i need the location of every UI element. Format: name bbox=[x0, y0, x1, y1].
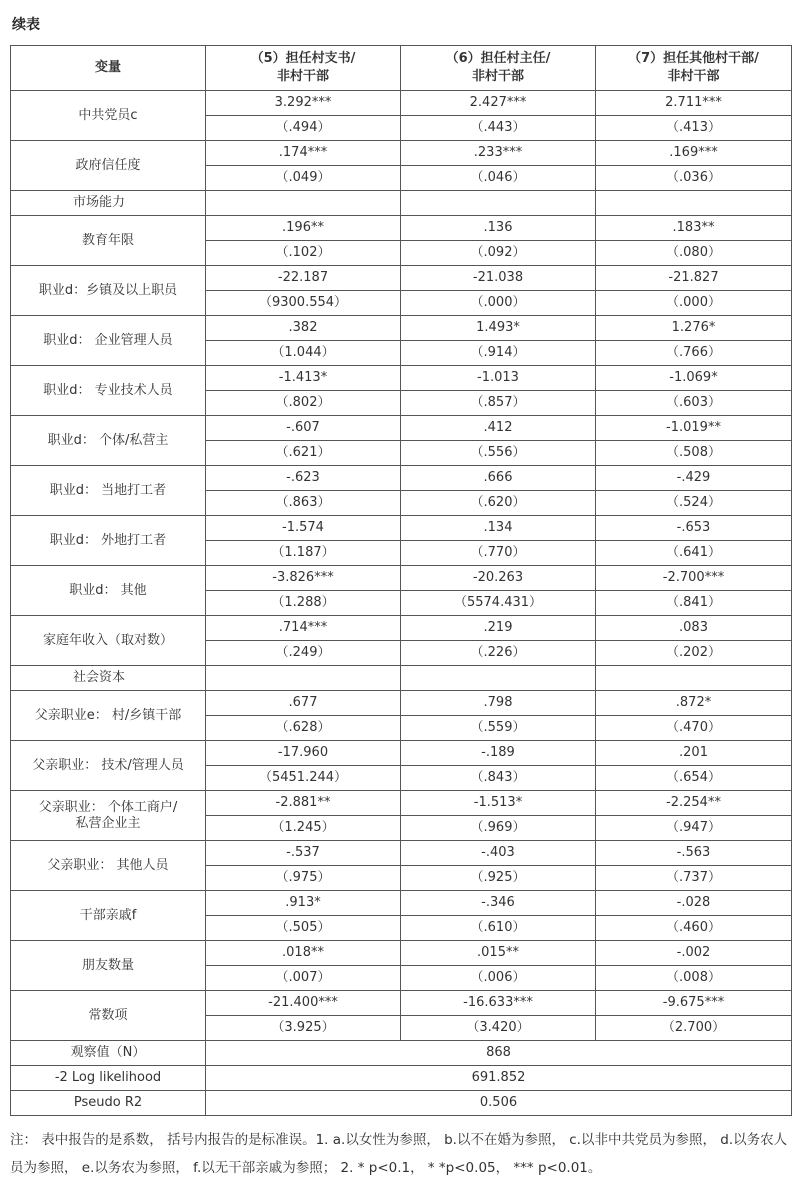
empty-cell bbox=[596, 191, 792, 216]
stat-value: 868 bbox=[206, 1041, 792, 1066]
variable-label bbox=[11, 891, 206, 941]
se-cell: （.975） bbox=[206, 866, 401, 891]
coef-cell: -21.827 bbox=[596, 266, 792, 291]
variable-label-text: 职业d： 其他 bbox=[69, 582, 147, 598]
se-cell: （5451.244） bbox=[206, 766, 401, 791]
variable-label bbox=[11, 91, 206, 141]
coef-row bbox=[11, 891, 792, 916]
stat-value: 0.506 bbox=[206, 1091, 792, 1116]
coef-cell: -2.254** bbox=[596, 791, 792, 816]
coef-cell: -1.069* bbox=[596, 366, 792, 391]
regression-table bbox=[10, 45, 792, 1116]
se-cell: （.925） bbox=[401, 866, 596, 891]
coef-cell: .382 bbox=[206, 316, 401, 341]
se-cell: （.036） bbox=[596, 166, 792, 191]
se-cell: （.046） bbox=[401, 166, 596, 191]
coef-cell: .233*** bbox=[401, 141, 596, 166]
coef-row bbox=[11, 741, 792, 766]
coef-cell: -.653 bbox=[596, 516, 792, 541]
coef-cell: .169*** bbox=[596, 141, 792, 166]
coef-cell: -.403 bbox=[401, 841, 596, 866]
coef-cell: .714*** bbox=[206, 616, 401, 641]
se-cell: （.226） bbox=[401, 641, 596, 666]
coef-cell: 2.427*** bbox=[401, 91, 596, 116]
coef-cell: -9.675*** bbox=[596, 991, 792, 1016]
variable-label bbox=[11, 991, 206, 1041]
se-cell: （.737） bbox=[596, 866, 792, 891]
coef-cell: .913* bbox=[206, 891, 401, 916]
variable-label-text: 父亲职业e： 村/乡镇干部 bbox=[34, 707, 182, 723]
coef-cell: .677 bbox=[206, 691, 401, 716]
coef-cell: -.607 bbox=[206, 416, 401, 441]
se-cell: （2.700） bbox=[596, 1016, 792, 1041]
variable-label-text: 父亲职业： 个体工商户/ bbox=[38, 799, 178, 815]
coef-cell: -21.038 bbox=[401, 266, 596, 291]
se-cell: （.202） bbox=[596, 641, 792, 666]
header-row bbox=[11, 46, 792, 91]
variable-label-text: 家庭年收入（取对数） bbox=[42, 632, 173, 648]
se-cell: （.766） bbox=[596, 341, 792, 366]
se-cell: （.843） bbox=[401, 766, 596, 791]
coef-cell: -22.187 bbox=[206, 266, 401, 291]
header-model-5 bbox=[206, 46, 401, 91]
coef-cell: -1.019** bbox=[596, 416, 792, 441]
coef-row bbox=[11, 691, 792, 716]
coef-row bbox=[11, 141, 792, 166]
coef-cell: .872* bbox=[596, 691, 792, 716]
coef-row bbox=[11, 416, 792, 441]
coef-row bbox=[11, 91, 792, 116]
empty-cell bbox=[206, 666, 401, 691]
coef-cell: .412 bbox=[401, 416, 596, 441]
se-cell: （.969） bbox=[401, 816, 596, 841]
coef-cell: -1.413* bbox=[206, 366, 401, 391]
se-cell: （.621） bbox=[206, 441, 401, 466]
se-cell: （1.288） bbox=[206, 591, 401, 616]
coef-cell: -2.700*** bbox=[596, 566, 792, 591]
coef-cell: .196** bbox=[206, 216, 401, 241]
variable-label-text: 职业d： 外地打工者 bbox=[49, 532, 167, 548]
coef-cell: -16.633*** bbox=[401, 991, 596, 1016]
variable-label bbox=[11, 616, 206, 666]
section-label: 社会资本 bbox=[11, 666, 206, 691]
stat-label: Pseudo R2 bbox=[11, 1091, 206, 1116]
variable-label bbox=[11, 691, 206, 741]
variable-label bbox=[11, 416, 206, 466]
se-cell: （.049） bbox=[206, 166, 401, 191]
variable-label bbox=[11, 141, 206, 191]
header-model-7-line1: （7）担任其他村干部/ bbox=[628, 51, 759, 66]
se-cell: （.628） bbox=[206, 716, 401, 741]
header-variable: 变量 bbox=[11, 46, 206, 91]
coef-cell: -20.263 bbox=[401, 566, 596, 591]
variable-label-text: 常数项 bbox=[88, 1007, 128, 1023]
coef-cell: .136 bbox=[401, 216, 596, 241]
stat-label: 观察值（N） bbox=[11, 1041, 206, 1066]
se-cell: （9300.554） bbox=[206, 291, 401, 316]
se-cell: （.802） bbox=[206, 391, 401, 416]
coef-cell: 2.711*** bbox=[596, 91, 792, 116]
table-body bbox=[11, 91, 792, 1041]
variable-label-text: 职业d： 当地打工者 bbox=[49, 482, 167, 498]
se-cell: （.863） bbox=[206, 491, 401, 516]
se-cell: （.000） bbox=[401, 291, 596, 316]
coef-cell: -.189 bbox=[401, 741, 596, 766]
stat-label: -2 Log likelihood bbox=[11, 1066, 206, 1091]
section-label: 市场能力 bbox=[11, 191, 206, 216]
coef-cell: 1.493* bbox=[401, 316, 596, 341]
section-row bbox=[11, 666, 792, 691]
variable-label-text: 干部亲戚f bbox=[79, 907, 137, 923]
se-cell: （.443） bbox=[401, 116, 596, 141]
se-cell: （.102） bbox=[206, 241, 401, 266]
variable-label bbox=[11, 791, 206, 841]
se-cell: （1.245） bbox=[206, 816, 401, 841]
stat-row bbox=[11, 1091, 792, 1116]
variable-label bbox=[11, 466, 206, 516]
se-cell: （.460） bbox=[596, 916, 792, 941]
variable-label-text: 政府信任度 bbox=[75, 157, 141, 173]
coef-row bbox=[11, 266, 792, 291]
se-cell: （.092） bbox=[401, 241, 596, 266]
se-cell: （.008） bbox=[596, 966, 792, 991]
coef-row bbox=[11, 991, 792, 1016]
variable-label-text: 职业d： 企业管理人员 bbox=[43, 332, 173, 348]
se-cell: （.914） bbox=[401, 341, 596, 366]
coef-row bbox=[11, 366, 792, 391]
coef-row bbox=[11, 616, 792, 641]
coef-cell: .666 bbox=[401, 466, 596, 491]
se-cell: （.006） bbox=[401, 966, 596, 991]
coef-row bbox=[11, 841, 792, 866]
empty-cell bbox=[206, 191, 401, 216]
se-cell: （5574.431） bbox=[401, 591, 596, 616]
se-cell: （.470） bbox=[596, 716, 792, 741]
variable-label bbox=[11, 366, 206, 416]
se-cell: （.494） bbox=[206, 116, 401, 141]
coef-row bbox=[11, 216, 792, 241]
variable-label-text: 职业d：乡镇及以上职员 bbox=[38, 282, 178, 298]
coef-cell: -1.513* bbox=[401, 791, 596, 816]
variable-label-text: 职业d： 个体/私营主 bbox=[47, 432, 169, 448]
variable-label-text: 职业d： 专业技术人员 bbox=[43, 382, 173, 398]
coef-cell: .018** bbox=[206, 941, 401, 966]
coef-row bbox=[11, 466, 792, 491]
se-cell: （.947） bbox=[596, 816, 792, 841]
header-model-6-line2: 非村干部 bbox=[471, 69, 524, 84]
se-cell: （.249） bbox=[206, 641, 401, 666]
se-cell: （.080） bbox=[596, 241, 792, 266]
se-cell: （.556） bbox=[401, 441, 596, 466]
se-cell: （.603） bbox=[596, 391, 792, 416]
coef-row bbox=[11, 516, 792, 541]
variable-label bbox=[11, 216, 206, 266]
variable-label bbox=[11, 266, 206, 316]
coef-cell: .201 bbox=[596, 741, 792, 766]
stat-row bbox=[11, 1066, 792, 1091]
variable-label bbox=[11, 316, 206, 366]
se-cell: （.007） bbox=[206, 966, 401, 991]
table-stats bbox=[11, 1041, 792, 1116]
stat-row bbox=[11, 1041, 792, 1066]
table-note: 注： 表中报告的是系数， 括号内报告的是标准误。1. a.以女性为参照， b.以不在婚为参照， c.以非中共党员为参照， d.以务农人员为参照， e.以务农为参照， f.以无干部亲戚为参照； 2. * p<0.1， * *p<0.05， *** p<0.01。 bbox=[10, 1132, 788, 1176]
coef-row bbox=[11, 316, 792, 341]
coef-cell: -.563 bbox=[596, 841, 792, 866]
se-cell: （.857） bbox=[401, 391, 596, 416]
se-cell: （.508） bbox=[596, 441, 792, 466]
variable-label bbox=[11, 516, 206, 566]
variable-label-text: 父亲职业： 其他人员 bbox=[47, 857, 169, 873]
variable-label bbox=[11, 841, 206, 891]
coef-cell: .083 bbox=[596, 616, 792, 641]
header-model-6-line1: （6）担任村主任/ bbox=[445, 51, 551, 66]
table-caption: 续表 bbox=[12, 17, 40, 33]
se-cell: （.000） bbox=[596, 291, 792, 316]
variable-label bbox=[11, 941, 206, 991]
variable-label bbox=[11, 741, 206, 791]
se-cell: （.524） bbox=[596, 491, 792, 516]
coef-cell: -1.013 bbox=[401, 366, 596, 391]
coef-cell: .219 bbox=[401, 616, 596, 641]
coef-cell: -.028 bbox=[596, 891, 792, 916]
section-row bbox=[11, 191, 792, 216]
coef-row bbox=[11, 791, 792, 816]
variable-label-text: 中共党员c bbox=[78, 107, 138, 123]
coef-cell: -.623 bbox=[206, 466, 401, 491]
variable-label-text-line2: 私营企业主 bbox=[75, 815, 141, 831]
coef-cell: -17.960 bbox=[206, 741, 401, 766]
coef-cell: .174*** bbox=[206, 141, 401, 166]
se-cell: （.841） bbox=[596, 591, 792, 616]
empty-cell bbox=[596, 666, 792, 691]
se-cell: （.413） bbox=[596, 116, 792, 141]
se-cell: （.654） bbox=[596, 766, 792, 791]
empty-cell bbox=[401, 191, 596, 216]
empty-cell bbox=[401, 666, 596, 691]
coef-cell: -1.574 bbox=[206, 516, 401, 541]
coef-cell: -2.881** bbox=[206, 791, 401, 816]
se-cell: （3.925） bbox=[206, 1016, 401, 1041]
se-cell: （.641） bbox=[596, 541, 792, 566]
se-cell: （.559） bbox=[401, 716, 596, 741]
coef-cell: -.537 bbox=[206, 841, 401, 866]
header-model-7 bbox=[596, 46, 792, 91]
coef-cell: -.346 bbox=[401, 891, 596, 916]
stat-value: 691.852 bbox=[206, 1066, 792, 1091]
variable-label-text: 父亲职业： 技术/管理人员 bbox=[32, 757, 184, 773]
coef-cell: -.429 bbox=[596, 466, 792, 491]
coef-cell: -.002 bbox=[596, 941, 792, 966]
variable-label bbox=[11, 566, 206, 616]
coef-cell: .134 bbox=[401, 516, 596, 541]
se-cell: （3.420） bbox=[401, 1016, 596, 1041]
se-cell: （1.187） bbox=[206, 541, 401, 566]
coef-cell: -3.826*** bbox=[206, 566, 401, 591]
se-cell: （1.044） bbox=[206, 341, 401, 366]
header-model-5-line1: （5）担任村支书/ bbox=[250, 51, 356, 66]
header-model-6 bbox=[401, 46, 596, 91]
se-cell: （.770） bbox=[401, 541, 596, 566]
coef-cell: .183** bbox=[596, 216, 792, 241]
variable-label-text: 教育年限 bbox=[81, 232, 134, 248]
coef-cell: -21.400*** bbox=[206, 991, 401, 1016]
header-model-7-line2: 非村干部 bbox=[667, 69, 720, 84]
coef-cell: 3.292*** bbox=[206, 91, 401, 116]
se-cell: （.620） bbox=[401, 491, 596, 516]
se-cell: （.505） bbox=[206, 916, 401, 941]
variable-label-text: 朋友数量 bbox=[81, 957, 134, 973]
coef-cell: .015** bbox=[401, 941, 596, 966]
coef-row bbox=[11, 941, 792, 966]
coef-row bbox=[11, 566, 792, 591]
se-cell: （.610） bbox=[401, 916, 596, 941]
header-model-5-line2: 非村干部 bbox=[276, 69, 329, 84]
coef-cell: .798 bbox=[401, 691, 596, 716]
coef-cell: 1.276* bbox=[596, 316, 792, 341]
